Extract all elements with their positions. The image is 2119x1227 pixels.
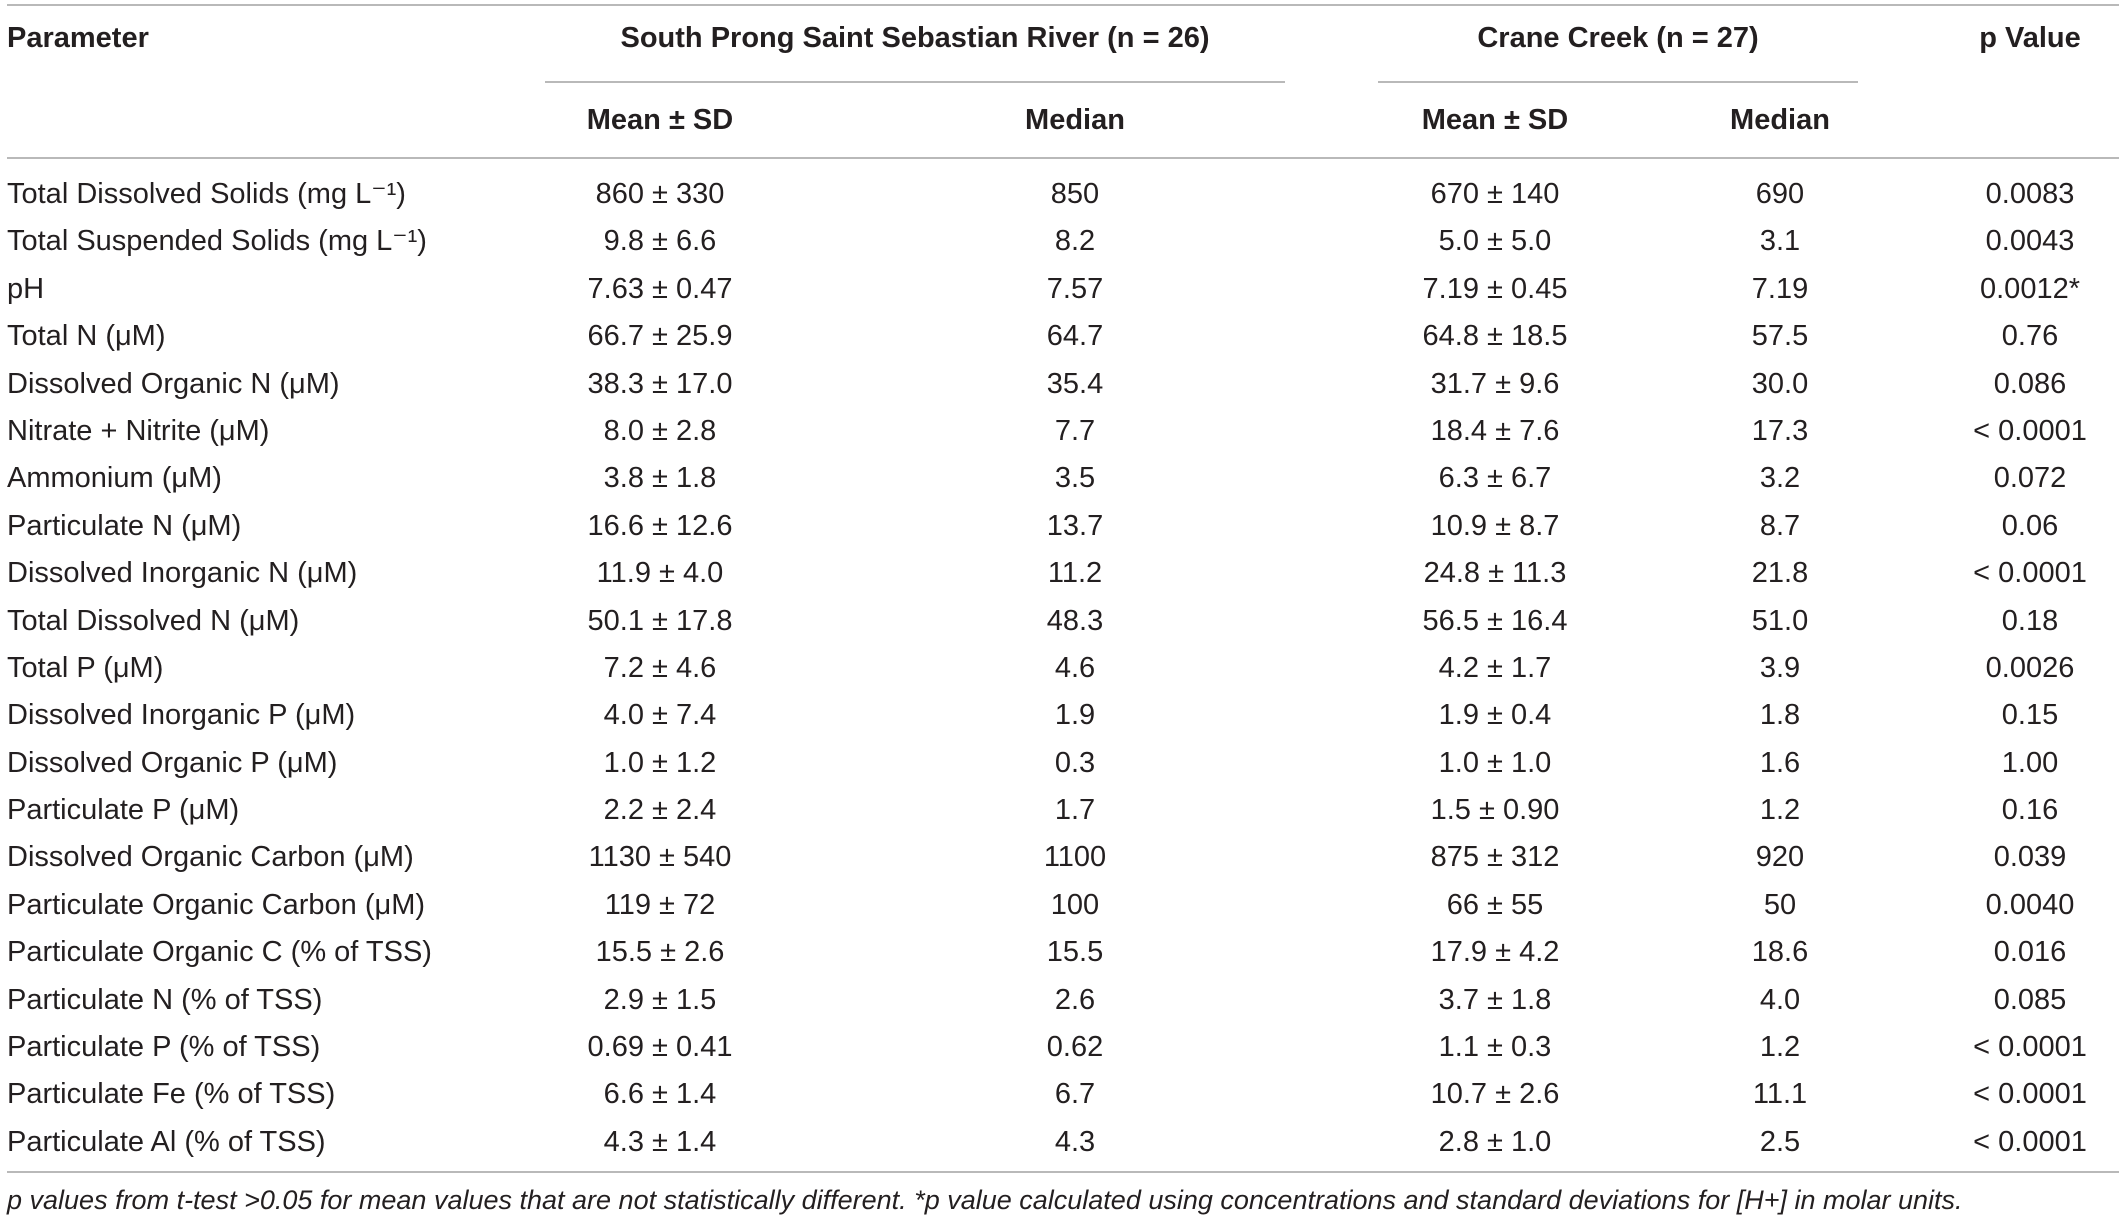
cell-parameter: Particulate N (μM) bbox=[7, 509, 242, 542]
header-g2-median: Median bbox=[1730, 104, 1830, 136]
cell-p-value: 0.016 bbox=[1993, 936, 2067, 969]
cell-g1-mean-sd: 1130 ± 540 bbox=[588, 841, 732, 874]
table-row bbox=[0, 549, 2119, 596]
table-row bbox=[0, 1023, 2119, 1070]
cell-g2-median: 7.19 bbox=[1751, 272, 1809, 305]
cell-g1-median: 13.7 bbox=[1046, 509, 1104, 542]
cell-g2-median: 1.6 bbox=[1759, 746, 1801, 779]
table-row bbox=[0, 739, 2119, 786]
cell-g1-median: 7.7 bbox=[1054, 414, 1096, 447]
cell-g1-mean-sd: 66.7 ± 25.9 bbox=[587, 320, 733, 353]
cell-parameter: Total Dissolved Solids (mg L⁻¹) bbox=[7, 178, 406, 210]
cell-parameter: Total Suspended Solids (mg L⁻¹) bbox=[7, 225, 427, 258]
table-row bbox=[0, 833, 2119, 880]
cell-g1-median: 15.5 bbox=[1046, 936, 1104, 969]
table-row bbox=[0, 170, 2119, 217]
cell-p-value: 0.18 bbox=[2001, 604, 2059, 637]
cell-g1-median: 6.7 bbox=[1054, 1078, 1096, 1111]
cell-g1-mean-sd: 8.0 ± 2.8 bbox=[603, 414, 717, 447]
cell-g2-mean-sd: 5.0 ± 5.0 bbox=[1438, 225, 1552, 258]
cell-g2-mean-sd: 1.1 ± 0.3 bbox=[1438, 1031, 1552, 1064]
cell-p-value: 0.0026 bbox=[1985, 651, 2075, 684]
cell-g1-median: 64.7 bbox=[1046, 320, 1104, 353]
cell-g2-mean-sd: 64.8 ± 18.5 bbox=[1422, 320, 1568, 353]
cell-parameter: Nitrate + Nitrite (μM) bbox=[7, 414, 270, 447]
table-row bbox=[0, 597, 2119, 644]
cell-g2-mean-sd: 1.0 ± 1.0 bbox=[1438, 746, 1552, 779]
table-row bbox=[0, 454, 2119, 501]
cell-p-value: < 0.0001 bbox=[1973, 414, 2087, 447]
table-row bbox=[0, 407, 2119, 454]
cell-g1-median: 48.3 bbox=[1046, 604, 1104, 637]
cell-g2-mean-sd: 56.5 ± 16.4 bbox=[1422, 604, 1568, 637]
cell-g2-median: 690 bbox=[1755, 178, 1805, 210]
cell-parameter: Particulate Organic Carbon (μM) bbox=[7, 888, 426, 921]
cell-parameter: Dissolved Inorganic N (μM) bbox=[7, 557, 358, 590]
cell-g1-median: 35.4 bbox=[1046, 367, 1104, 400]
cell-g2-median: 11.1 bbox=[1752, 1078, 1808, 1111]
cell-p-value: 0.0043 bbox=[1985, 225, 2075, 258]
cell-g2-median: 3.2 bbox=[1759, 462, 1801, 495]
cell-g2-median: 1.8 bbox=[1759, 699, 1801, 732]
cell-g2-median: 51.0 bbox=[1751, 604, 1809, 637]
header-g1-mean-sd: Mean ± SD bbox=[586, 104, 734, 136]
cell-g2-mean-sd: 2.8 ± 1.0 bbox=[1438, 1125, 1552, 1158]
cell-p-value: < 0.0001 bbox=[1973, 557, 2087, 590]
header-g2-mean-sd: Mean ± SD bbox=[1421, 104, 1569, 136]
cell-parameter: Ammonium (μM) bbox=[7, 462, 222, 495]
cell-g2-median: 18.6 bbox=[1751, 936, 1809, 969]
cell-parameter: Particulate P (μM) bbox=[7, 794, 240, 827]
cell-g2-median: 2.5 bbox=[1759, 1125, 1801, 1158]
cell-p-value: 0.085 bbox=[1993, 983, 2067, 1016]
header-bottom-rule bbox=[7, 157, 2119, 159]
header-group-south-prong: South Prong Saint Sebastian River (n = 26) bbox=[620, 22, 1210, 54]
cell-g1-median: 4.3 bbox=[1054, 1125, 1096, 1158]
table-row bbox=[0, 881, 2119, 928]
cell-parameter: Particulate Al (% of TSS) bbox=[7, 1125, 326, 1158]
cell-g1-median: 8.2 bbox=[1054, 225, 1096, 258]
cell-g1-median: 11.2 bbox=[1047, 557, 1103, 590]
cell-g2-mean-sd: 66 ± 55 bbox=[1446, 888, 1544, 921]
cell-g1-median: 7.57 bbox=[1046, 272, 1104, 305]
table-footnote: p values from t-test >0.05 for mean values that are not statistically different. *p value calculated using concentrations and standard deviations for [H+] in molar units. bbox=[7, 1185, 1963, 1215]
cell-g1-mean-sd: 119 ± 72 bbox=[604, 888, 716, 921]
cell-g1-mean-sd: 50.1 ± 17.8 bbox=[587, 604, 733, 637]
cell-g1-median: 0.62 bbox=[1046, 1031, 1104, 1064]
cell-g2-median: 8.7 bbox=[1759, 509, 1801, 542]
table-row bbox=[0, 976, 2119, 1023]
cell-parameter: Dissolved Inorganic P (μM) bbox=[7, 699, 356, 732]
group2-rule bbox=[1378, 81, 1858, 83]
table-body bbox=[0, 170, 2119, 1165]
cell-g2-mean-sd: 4.2 ± 1.7 bbox=[1438, 651, 1552, 684]
cell-g1-mean-sd: 0.69 ± 0.41 bbox=[587, 1031, 733, 1064]
cell-p-value: 0.15 bbox=[2001, 699, 2059, 732]
header-group-crane-creek: Crane Creek (n = 27) bbox=[1477, 22, 1759, 54]
cell-g1-median: 850 bbox=[1050, 178, 1100, 210]
header-parameter: Parameter bbox=[7, 22, 149, 54]
table-row bbox=[0, 786, 2119, 833]
table-bottom-rule bbox=[7, 1171, 2119, 1173]
cell-parameter: Particulate Fe (% of TSS) bbox=[7, 1078, 336, 1111]
cell-g1-mean-sd: 4.0 ± 7.4 bbox=[603, 699, 717, 732]
cell-parameter: Total Dissolved N (μM) bbox=[7, 604, 300, 637]
table-row bbox=[0, 312, 2119, 359]
cell-g2-mean-sd: 10.7 ± 2.6 bbox=[1430, 1078, 1560, 1111]
cell-g1-mean-sd: 15.5 ± 2.6 bbox=[595, 936, 725, 969]
table-row bbox=[0, 1118, 2119, 1165]
cell-g1-median: 1.7 bbox=[1054, 794, 1096, 827]
cell-g2-mean-sd: 31.7 ± 9.6 bbox=[1430, 367, 1560, 400]
cell-parameter: Total P (μM) bbox=[7, 651, 164, 684]
table-row bbox=[0, 928, 2119, 975]
cell-g1-mean-sd: 3.8 ± 1.8 bbox=[603, 462, 717, 495]
cell-g1-mean-sd: 7.63 ± 0.47 bbox=[587, 272, 733, 305]
cell-g1-median: 4.6 bbox=[1054, 651, 1096, 684]
cell-p-value: 0.76 bbox=[2001, 320, 2059, 353]
cell-g2-median: 3.9 bbox=[1759, 651, 1801, 684]
cell-g1-mean-sd: 16.6 ± 12.6 bbox=[587, 509, 733, 542]
cell-p-value: < 0.0001 bbox=[1973, 1125, 2087, 1158]
cell-p-value: < 0.0001 bbox=[1973, 1078, 2087, 1111]
cell-g2-median: 1.2 bbox=[1759, 1031, 1801, 1064]
cell-g2-mean-sd: 17.9 ± 4.2 bbox=[1430, 936, 1560, 969]
cell-parameter: Particulate P (% of TSS) bbox=[7, 1031, 321, 1064]
cell-g2-mean-sd: 6.3 ± 6.7 bbox=[1438, 462, 1552, 495]
cell-p-value: < 0.0001 bbox=[1973, 1031, 2087, 1064]
cell-p-value: 0.0040 bbox=[1985, 888, 2075, 921]
cell-g1-mean-sd: 860 ± 330 bbox=[595, 178, 725, 210]
cell-parameter: Total N (μM) bbox=[7, 320, 166, 353]
cell-g2-mean-sd: 24.8 ± 11.3 bbox=[1423, 557, 1567, 590]
group1-rule bbox=[545, 81, 1285, 83]
cell-p-value: 1.00 bbox=[2001, 746, 2059, 779]
cell-g1-median: 0.3 bbox=[1054, 746, 1096, 779]
cell-parameter: Particulate N (% of TSS) bbox=[7, 983, 323, 1016]
cell-g2-mean-sd: 670 ± 140 bbox=[1430, 178, 1560, 210]
cell-g2-median: 57.5 bbox=[1751, 320, 1809, 353]
cell-g1-median: 3.5 bbox=[1054, 462, 1096, 495]
cell-g2-median: 920 bbox=[1755, 841, 1805, 874]
cell-g1-mean-sd: 2.9 ± 1.5 bbox=[603, 983, 717, 1016]
cell-g2-median: 17.3 bbox=[1751, 414, 1809, 447]
cell-parameter: Dissolved Organic P (μM) bbox=[7, 746, 338, 779]
cell-g2-mean-sd: 1.9 ± 0.4 bbox=[1438, 699, 1552, 732]
cell-p-value: 0.0012* bbox=[1980, 272, 2080, 305]
table-top-rule bbox=[7, 4, 2119, 6]
cell-g1-mean-sd: 1.0 ± 1.2 bbox=[603, 746, 717, 779]
table-row bbox=[0, 217, 2119, 264]
table-row bbox=[0, 644, 2119, 691]
cell-g2-mean-sd: 18.4 ± 7.6 bbox=[1430, 414, 1560, 447]
table-row bbox=[0, 691, 2119, 738]
cell-g1-mean-sd: 11.9 ± 4.0 bbox=[596, 557, 724, 590]
cell-g2-median: 3.1 bbox=[1759, 225, 1801, 258]
header-p-value: p Value bbox=[1979, 22, 2081, 54]
cell-g2-mean-sd: 10.9 ± 8.7 bbox=[1430, 509, 1560, 542]
cell-p-value: 0.039 bbox=[1993, 841, 2067, 874]
cell-g1-mean-sd: 7.2 ± 4.6 bbox=[603, 651, 717, 684]
cell-p-value: 0.086 bbox=[1993, 367, 2067, 400]
cell-g2-mean-sd: 875 ± 312 bbox=[1430, 841, 1560, 874]
cell-p-value: 0.072 bbox=[1993, 462, 2067, 495]
cell-g2-mean-sd: 3.7 ± 1.8 bbox=[1438, 983, 1552, 1016]
cell-g1-median: 1.9 bbox=[1054, 699, 1096, 732]
cell-g2-median: 30.0 bbox=[1751, 367, 1809, 400]
cell-parameter: Dissolved Organic Carbon (μM) bbox=[7, 841, 414, 874]
cell-g2-median: 50 bbox=[1763, 888, 1797, 921]
cell-parameter: Dissolved Organic N (μM) bbox=[7, 367, 340, 400]
cell-parameter: Particulate Organic C (% of TSS) bbox=[7, 936, 432, 969]
cell-g1-mean-sd: 6.6 ± 1.4 bbox=[603, 1078, 717, 1111]
cell-g2-mean-sd: 1.5 ± 0.90 bbox=[1430, 794, 1560, 827]
cell-g1-median: 100 bbox=[1050, 888, 1100, 921]
cell-g2-median: 1.2 bbox=[1759, 794, 1801, 827]
cell-p-value: 0.16 bbox=[2001, 794, 2059, 827]
table-row bbox=[0, 265, 2119, 312]
table-row bbox=[0, 360, 2119, 407]
header-g1-median: Median bbox=[1025, 104, 1125, 136]
table-row bbox=[0, 1070, 2119, 1117]
cell-p-value: 0.0083 bbox=[1985, 178, 2075, 210]
cell-g1-mean-sd: 2.2 ± 2.4 bbox=[603, 794, 717, 827]
table-row bbox=[0, 502, 2119, 549]
cell-g2-median: 4.0 bbox=[1759, 983, 1801, 1016]
cell-g1-mean-sd: 9.8 ± 6.6 bbox=[603, 225, 717, 258]
cell-g2-median: 21.8 bbox=[1751, 557, 1809, 590]
cell-g1-median: 2.6 bbox=[1054, 983, 1096, 1016]
cell-g2-mean-sd: 7.19 ± 0.45 bbox=[1422, 272, 1568, 305]
cell-p-value: 0.06 bbox=[2001, 509, 2059, 542]
cell-g1-mean-sd: 38.3 ± 17.0 bbox=[587, 367, 733, 400]
cell-g1-mean-sd: 4.3 ± 1.4 bbox=[603, 1125, 717, 1158]
cell-parameter: pH bbox=[7, 272, 45, 305]
cell-g1-median: 1100 bbox=[1043, 841, 1107, 874]
